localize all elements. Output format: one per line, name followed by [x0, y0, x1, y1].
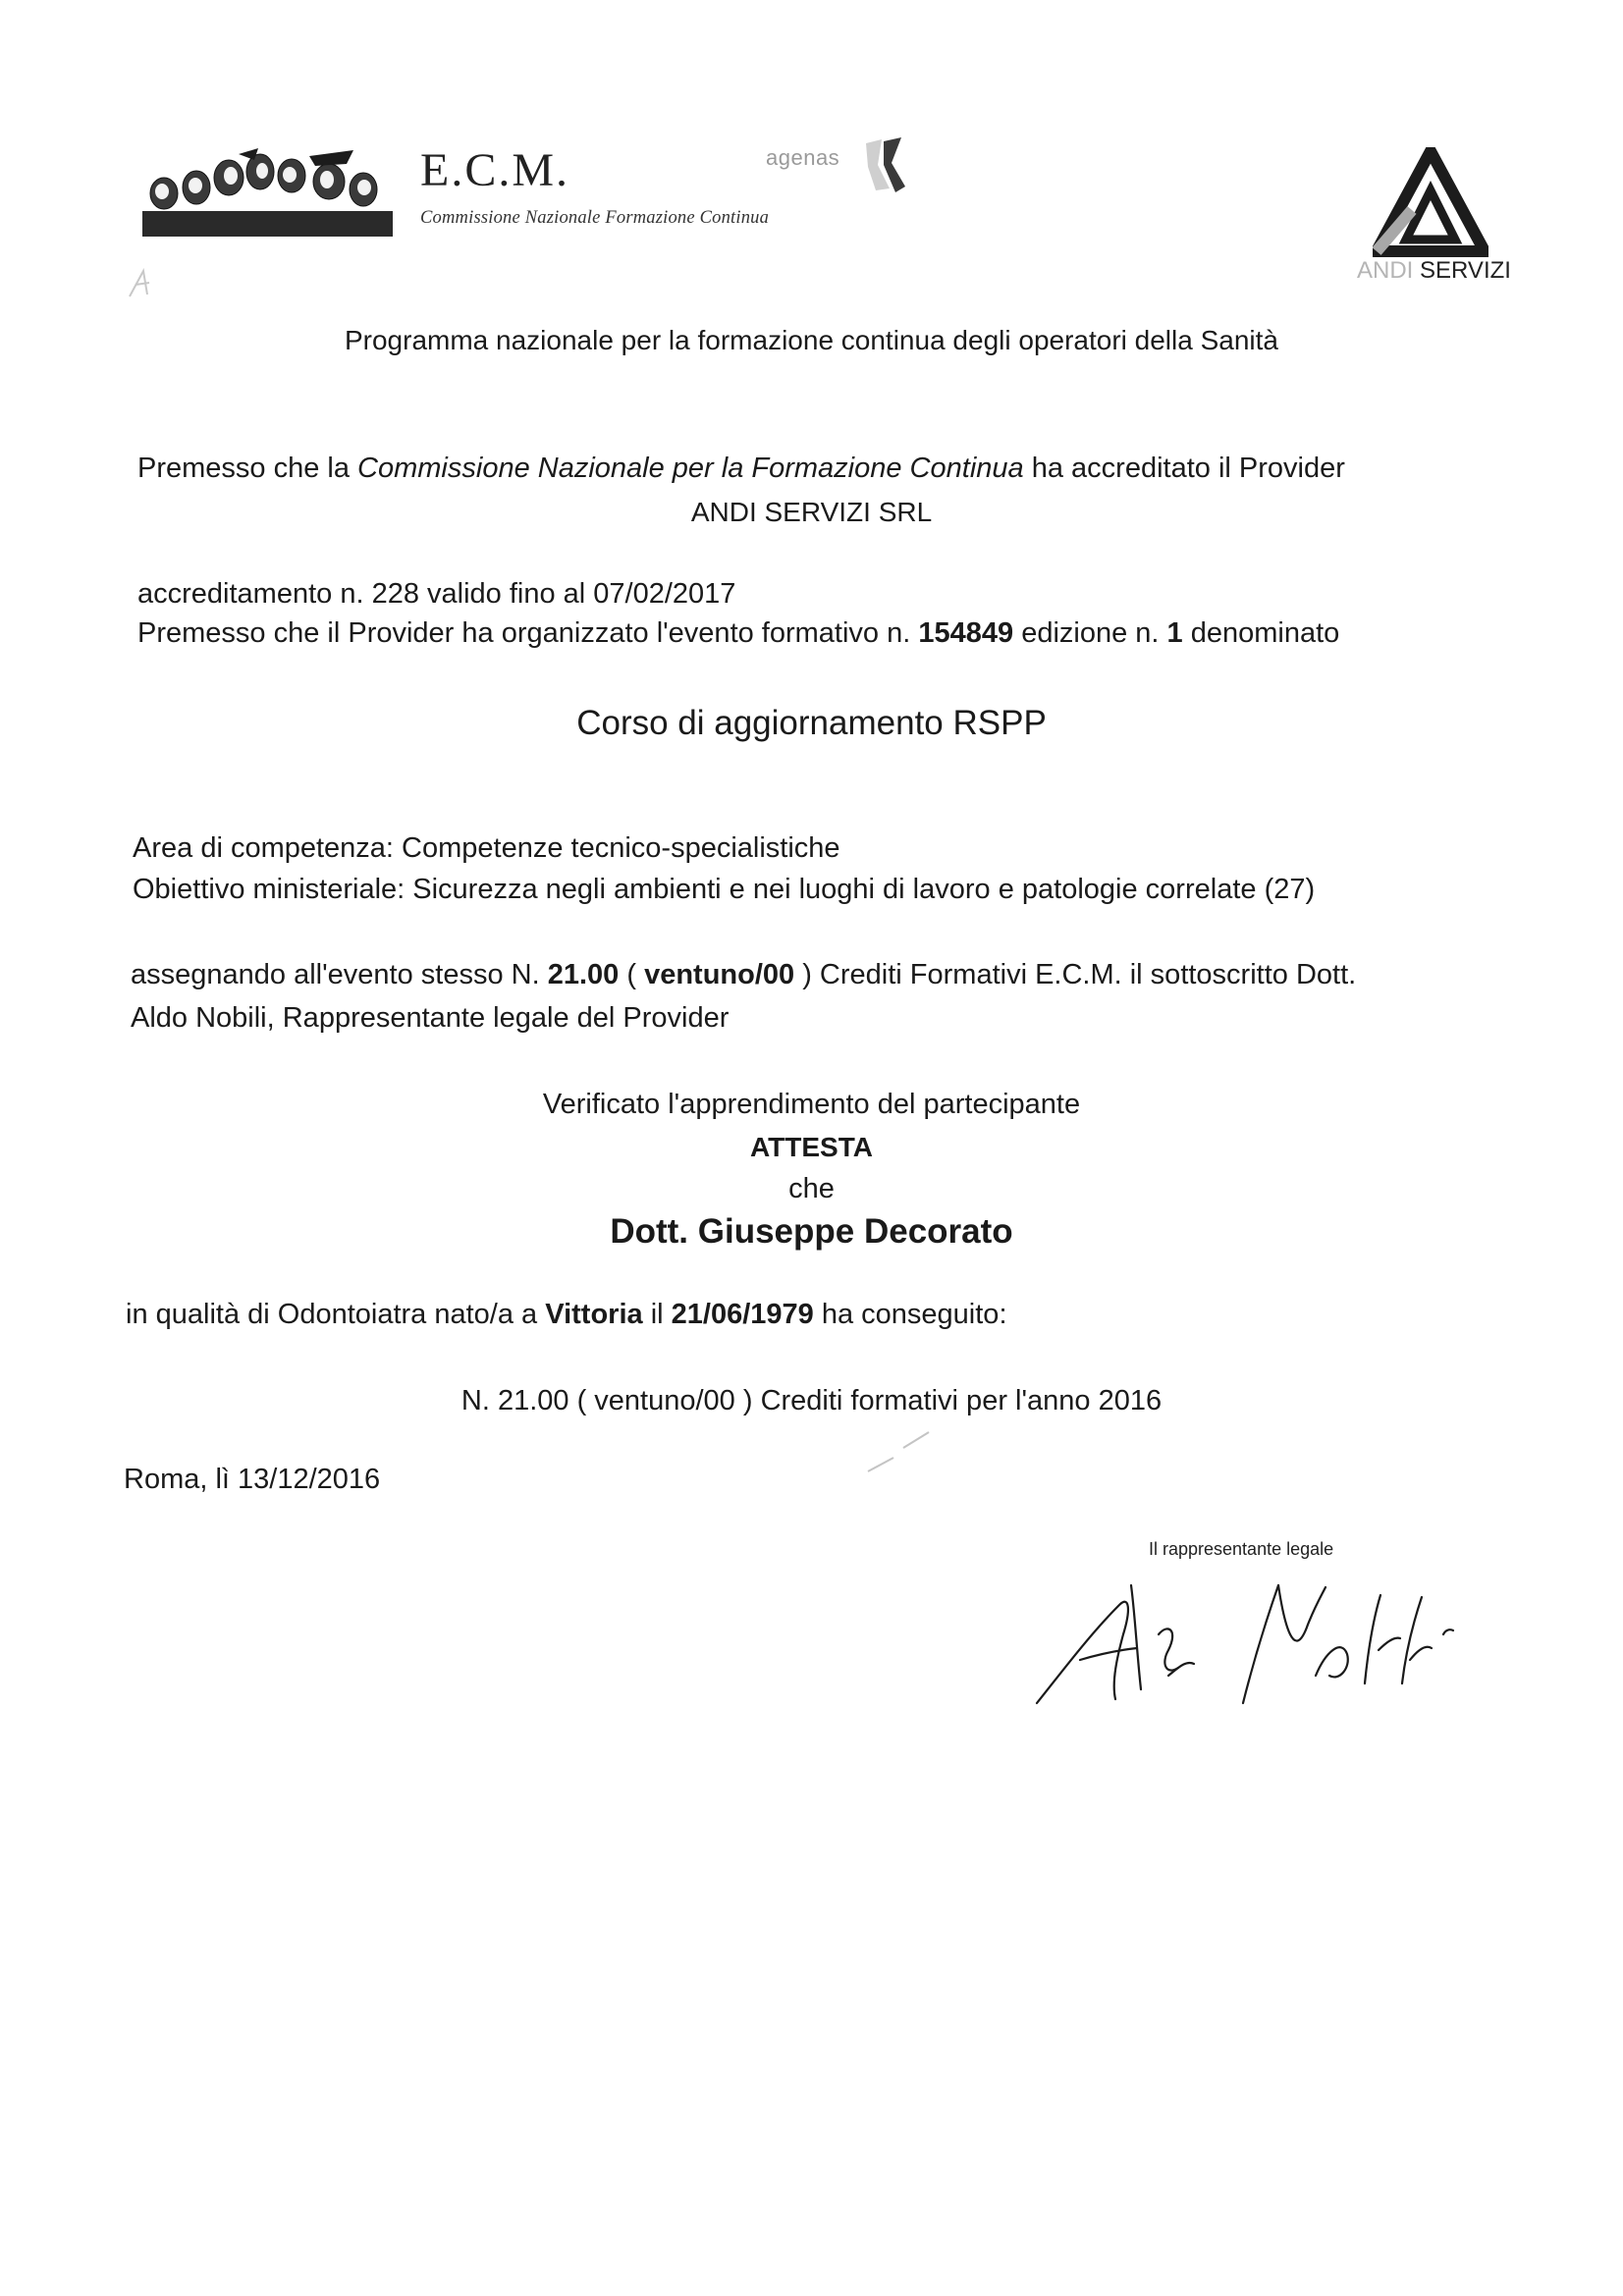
- rappresentante-line: Aldo Nobili, Rappresentante legale del Provider: [131, 1002, 730, 1034]
- qualita-mid: il: [642, 1299, 672, 1330]
- verificato-line: Verificato l'apprendimento del partecipante: [542, 1089, 1081, 1120]
- luogo-data-value: 13/12/2016: [238, 1464, 381, 1495]
- premesso1-end: ha accreditato il Provider: [1023, 453, 1345, 484]
- crediti-numero: 21.00: [547, 959, 620, 990]
- luogo-start: Roma, lì: [124, 1464, 239, 1495]
- participant-name: Dott. Giuseppe Decorato: [610, 1212, 1013, 1251]
- assegnando-end: ) Crediti Formativi E.C.M. il sottoscritto Dott.: [794, 959, 1357, 990]
- crediti-parole: ventuno/00: [644, 959, 795, 990]
- crediti-conseguiti: N. 21.00 ( ventuno/00 ) Crediti formativi per l'anno 2016: [460, 1385, 1163, 1416]
- course-title: Corso di aggiornamento RSPP: [576, 704, 1047, 742]
- andi-label-text: SERVIZI: [1420, 257, 1511, 284]
- ecm-subtitle: Commissione Nazionale Formazione Continua: [420, 208, 770, 228]
- andi-servizi-label: [1357, 257, 1511, 285]
- attesta-heading: ATTESTA: [750, 1132, 873, 1162]
- evento-numero: 154849: [918, 617, 1014, 649]
- programma-heading: Programma nazionale per la formazione continua degli operatori della Sanità: [344, 325, 1278, 355]
- assegnando-start: assegnando all'evento stesso N.: [131, 959, 548, 990]
- agenas-logo-text: agenas: [766, 145, 840, 170]
- andi-label-prefix: ANDI: [1357, 257, 1414, 284]
- obiettivo-ministeriale: Obiettivo ministeriale: Sicurezza negli ambienti e nei luoghi di lavoro e patologie correlate (27): [133, 874, 1316, 905]
- assegnando-mid: (: [619, 959, 645, 990]
- assegnando-crediti: [131, 958, 1356, 992]
- birthdate: 21/06/1979: [671, 1299, 814, 1330]
- accreditamento: accreditamento n. 228 valido fino al 07/02/2017: [137, 578, 736, 610]
- stray-pen-mark: [126, 265, 165, 300]
- stray-tick-mark: [864, 1428, 933, 1477]
- luogo-data: [124, 1463, 380, 1497]
- provider-name: ANDI SERVIZI SRL: [690, 497, 933, 527]
- handwritten-signature: [1021, 1566, 1492, 1713]
- firma-label: Il rappresentante legale: [1149, 1539, 1334, 1559]
- qualita-end: ha conseguito:: [813, 1299, 1007, 1330]
- che-line: che: [788, 1173, 835, 1204]
- qualita-line: [126, 1298, 1007, 1332]
- edizione-numero: 1: [1166, 617, 1183, 649]
- birthplace: Vittoria: [545, 1299, 643, 1330]
- area-competenza: Area di competenza: Competenze tecnico-specialistiche: [133, 832, 840, 864]
- premesso2-start: Premesso che il Provider ha organizzato l'evento formativo n.: [137, 617, 919, 649]
- agenas-logo: [862, 135, 909, 194]
- ecm-figures-logo: [142, 142, 393, 237]
- qualita-start: in qualità di Odontoiatra nato/a a: [126, 1299, 546, 1330]
- andi-triangle-logo: [1373, 147, 1488, 257]
- commissione-name: Commissione Nazionale per la Formazione Continua: [357, 453, 1024, 484]
- premesso-commissione: [137, 452, 1345, 486]
- premesso1-start: Premesso che la: [137, 453, 358, 484]
- premesso2-mid: edizione n.: [1013, 617, 1167, 649]
- premesso-evento: [137, 616, 1339, 651]
- premesso2-end: denominato: [1182, 617, 1340, 649]
- ecm-title: E.C.M.: [420, 144, 570, 196]
